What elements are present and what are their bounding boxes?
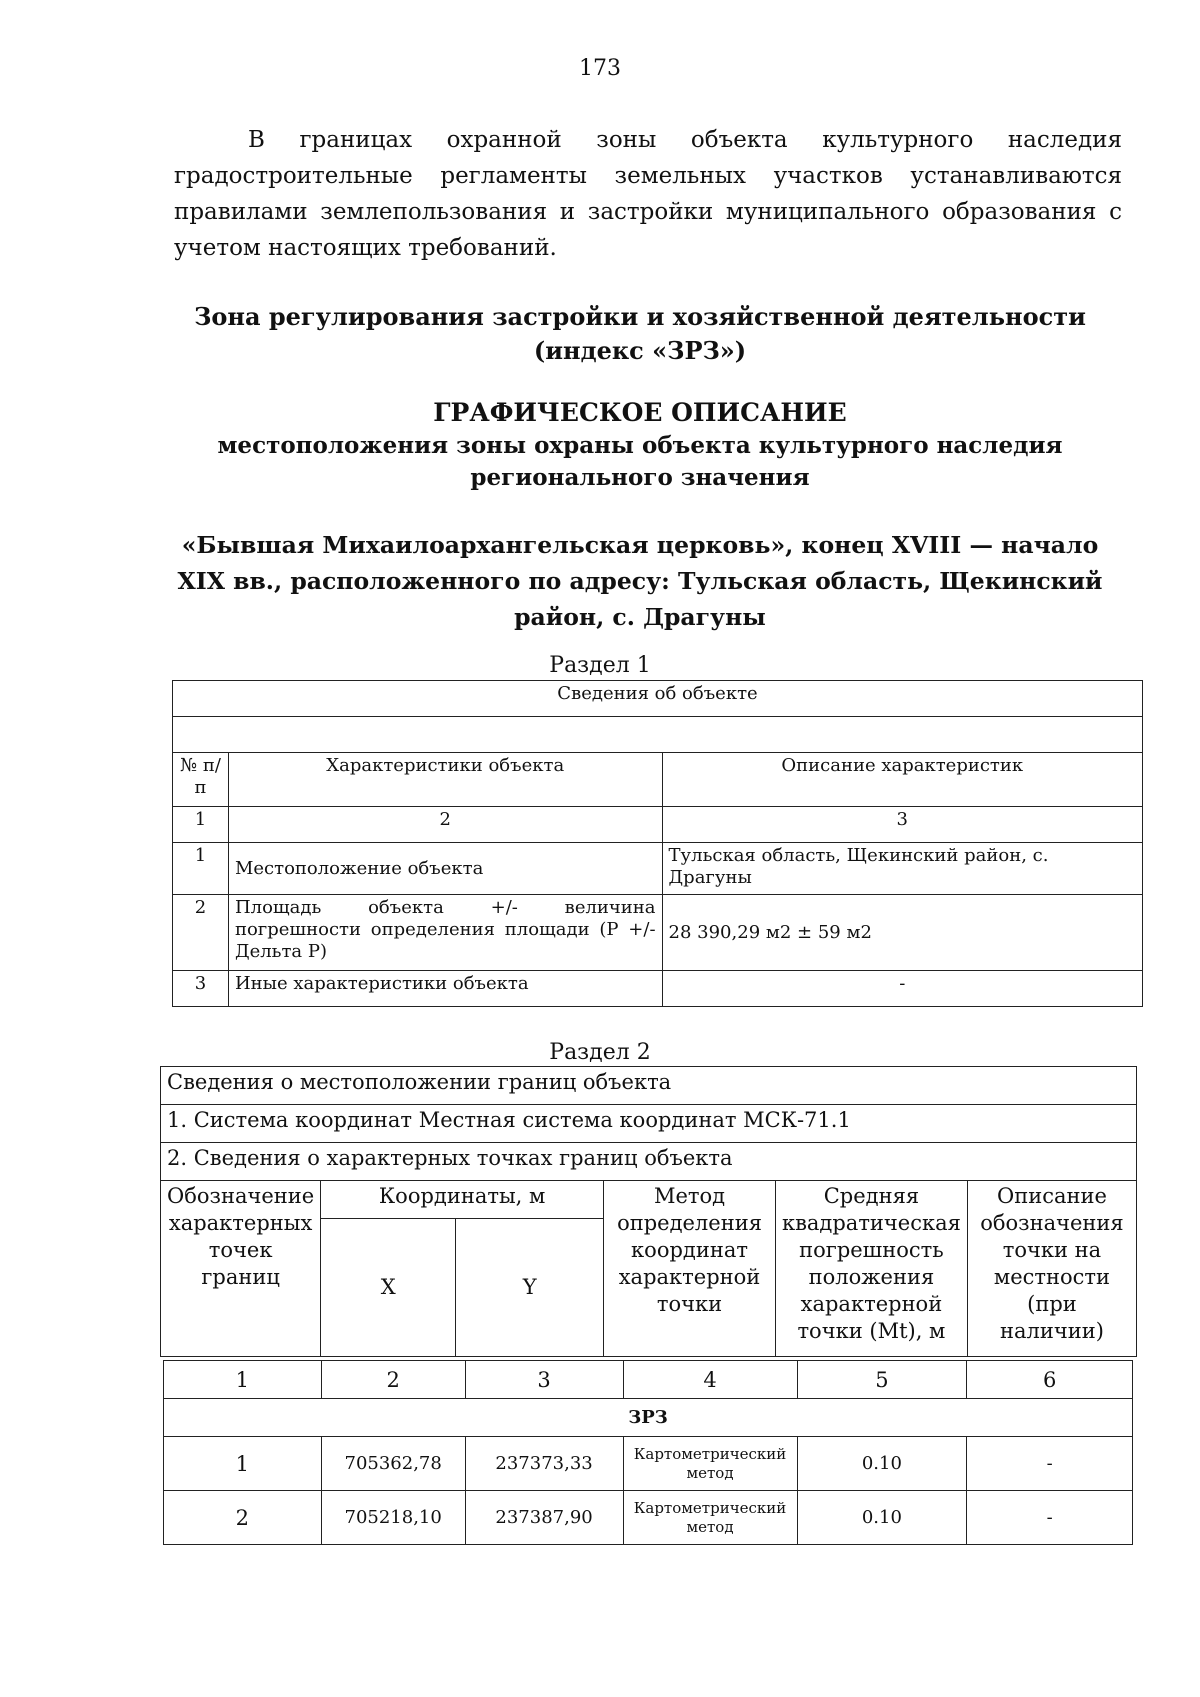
col-number: 2 <box>228 807 662 843</box>
row-num: 2 <box>173 895 229 971</box>
header-error: Средняя квадратическая погрешность положения характерной точки (Mt), м <box>775 1181 967 1357</box>
section1-table <box>172 680 1143 1007</box>
col-number: 1 <box>173 807 229 843</box>
section2-row-points: 2. Сведения о характерных точках границ объекта <box>161 1143 1137 1181</box>
table-row <box>173 971 1143 1007</box>
point-mt: 0.10 <box>797 1437 967 1491</box>
section2-table <box>160 1066 1137 1357</box>
header-description: Описание характеристик <box>662 753 1142 807</box>
section2-row-info: Сведения о местоположении границ объекта <box>161 1067 1137 1105</box>
table-row <box>164 1491 1133 1545</box>
point-mt: 0.10 <box>797 1491 967 1545</box>
point-desc: - <box>967 1437 1133 1491</box>
point-x: 705362,78 <box>321 1437 465 1491</box>
point-method: Картометрический метод <box>623 1437 797 1491</box>
col-number: 6 <box>967 1361 1133 1399</box>
row-num: 3 <box>173 971 229 1007</box>
header-designation: Обозначение характерных точек границ <box>161 1181 321 1357</box>
zone-heading-line2: (индекс «ЗРЗ») <box>533 336 747 365</box>
header-x: X <box>321 1219 456 1357</box>
col-number: 5 <box>797 1361 967 1399</box>
header-point-description: Описание обозначения точки на местности (при наличии) <box>967 1181 1136 1357</box>
point-x: 705218,10 <box>321 1491 465 1545</box>
row-num: 1 <box>173 843 229 895</box>
header-characteristics: Характеристики объекта <box>228 753 662 807</box>
header-coordinates: Координаты, м <box>321 1181 604 1219</box>
graphic-heading-title: ГРАФИЧЕСКОЕ ОПИСАНИЕ <box>433 398 847 427</box>
intro-paragraph: В границах охранной зоны объекта культурного наследия градостроительные регламенты земельных участков устанавливаются правилами землепользования и застройки муниципального образования с учетом настоящих требований. <box>174 127 1122 261</box>
zone-label: ЗРЗ <box>164 1399 1133 1437</box>
row-characteristic: Площадь объекта +/- величина погрешности определения площади (P +/- Дельта P) <box>228 895 662 971</box>
row-characteristic: Иные характеристики объекта <box>228 971 662 1007</box>
graphic-heading-subtitle <box>160 430 1120 494</box>
table-row <box>173 895 1143 971</box>
row-description: - <box>662 971 1142 1007</box>
row-description: Тульская область, Щекинский район, с. Драгуны <box>662 843 1142 895</box>
page-number: 173 <box>579 56 621 81</box>
graphic-heading-line2: регионального значения <box>470 464 810 491</box>
points-table <box>163 1360 1133 1545</box>
point-id: 2 <box>164 1491 322 1545</box>
object-heading: «Бывшая Михаилоархангельская церковь», конец XVIII — начало XIX вв., расположенного по адресу: Тульская область, Щекинский район, с. Драгуны <box>177 531 1103 631</box>
row-characteristic: Местоположение объекта <box>228 843 662 895</box>
point-method: Картометрический метод <box>623 1491 797 1545</box>
section1-empty-row <box>173 717 1143 753</box>
header-y: Y <box>456 1219 604 1357</box>
section2-row-coordsys: 1. Система координат Местная система координат МСК-71.1 <box>161 1105 1137 1143</box>
graphic-heading-line1: местоположения зоны охраны объекта культурного наследия <box>217 432 1063 459</box>
row-description: 28 390,29 м2 ± 59 м2 <box>662 895 1142 971</box>
point-id: 1 <box>164 1437 322 1491</box>
col-number: 3 <box>465 1361 623 1399</box>
point-y: 237373,33 <box>465 1437 623 1491</box>
col-number: 3 <box>662 807 1142 843</box>
col-number: 2 <box>321 1361 465 1399</box>
section1-caption: Сведения об объекте <box>173 681 1143 717</box>
zone-heading <box>160 300 1120 368</box>
point-desc: - <box>967 1491 1133 1545</box>
col-number: 1 <box>164 1361 322 1399</box>
header-method: Метод определения координат характерной точки <box>604 1181 776 1357</box>
section2-title: Раздел 2 <box>549 1040 651 1065</box>
zone-heading-line1: Зона регулирования застройки и хозяйственной деятельности <box>194 302 1086 331</box>
section1-title: Раздел 1 <box>549 653 651 678</box>
table-row <box>173 843 1143 895</box>
header-num: № п/п <box>173 753 229 807</box>
point-y: 237387,90 <box>465 1491 623 1545</box>
table-row <box>164 1437 1133 1491</box>
col-number: 4 <box>623 1361 797 1399</box>
